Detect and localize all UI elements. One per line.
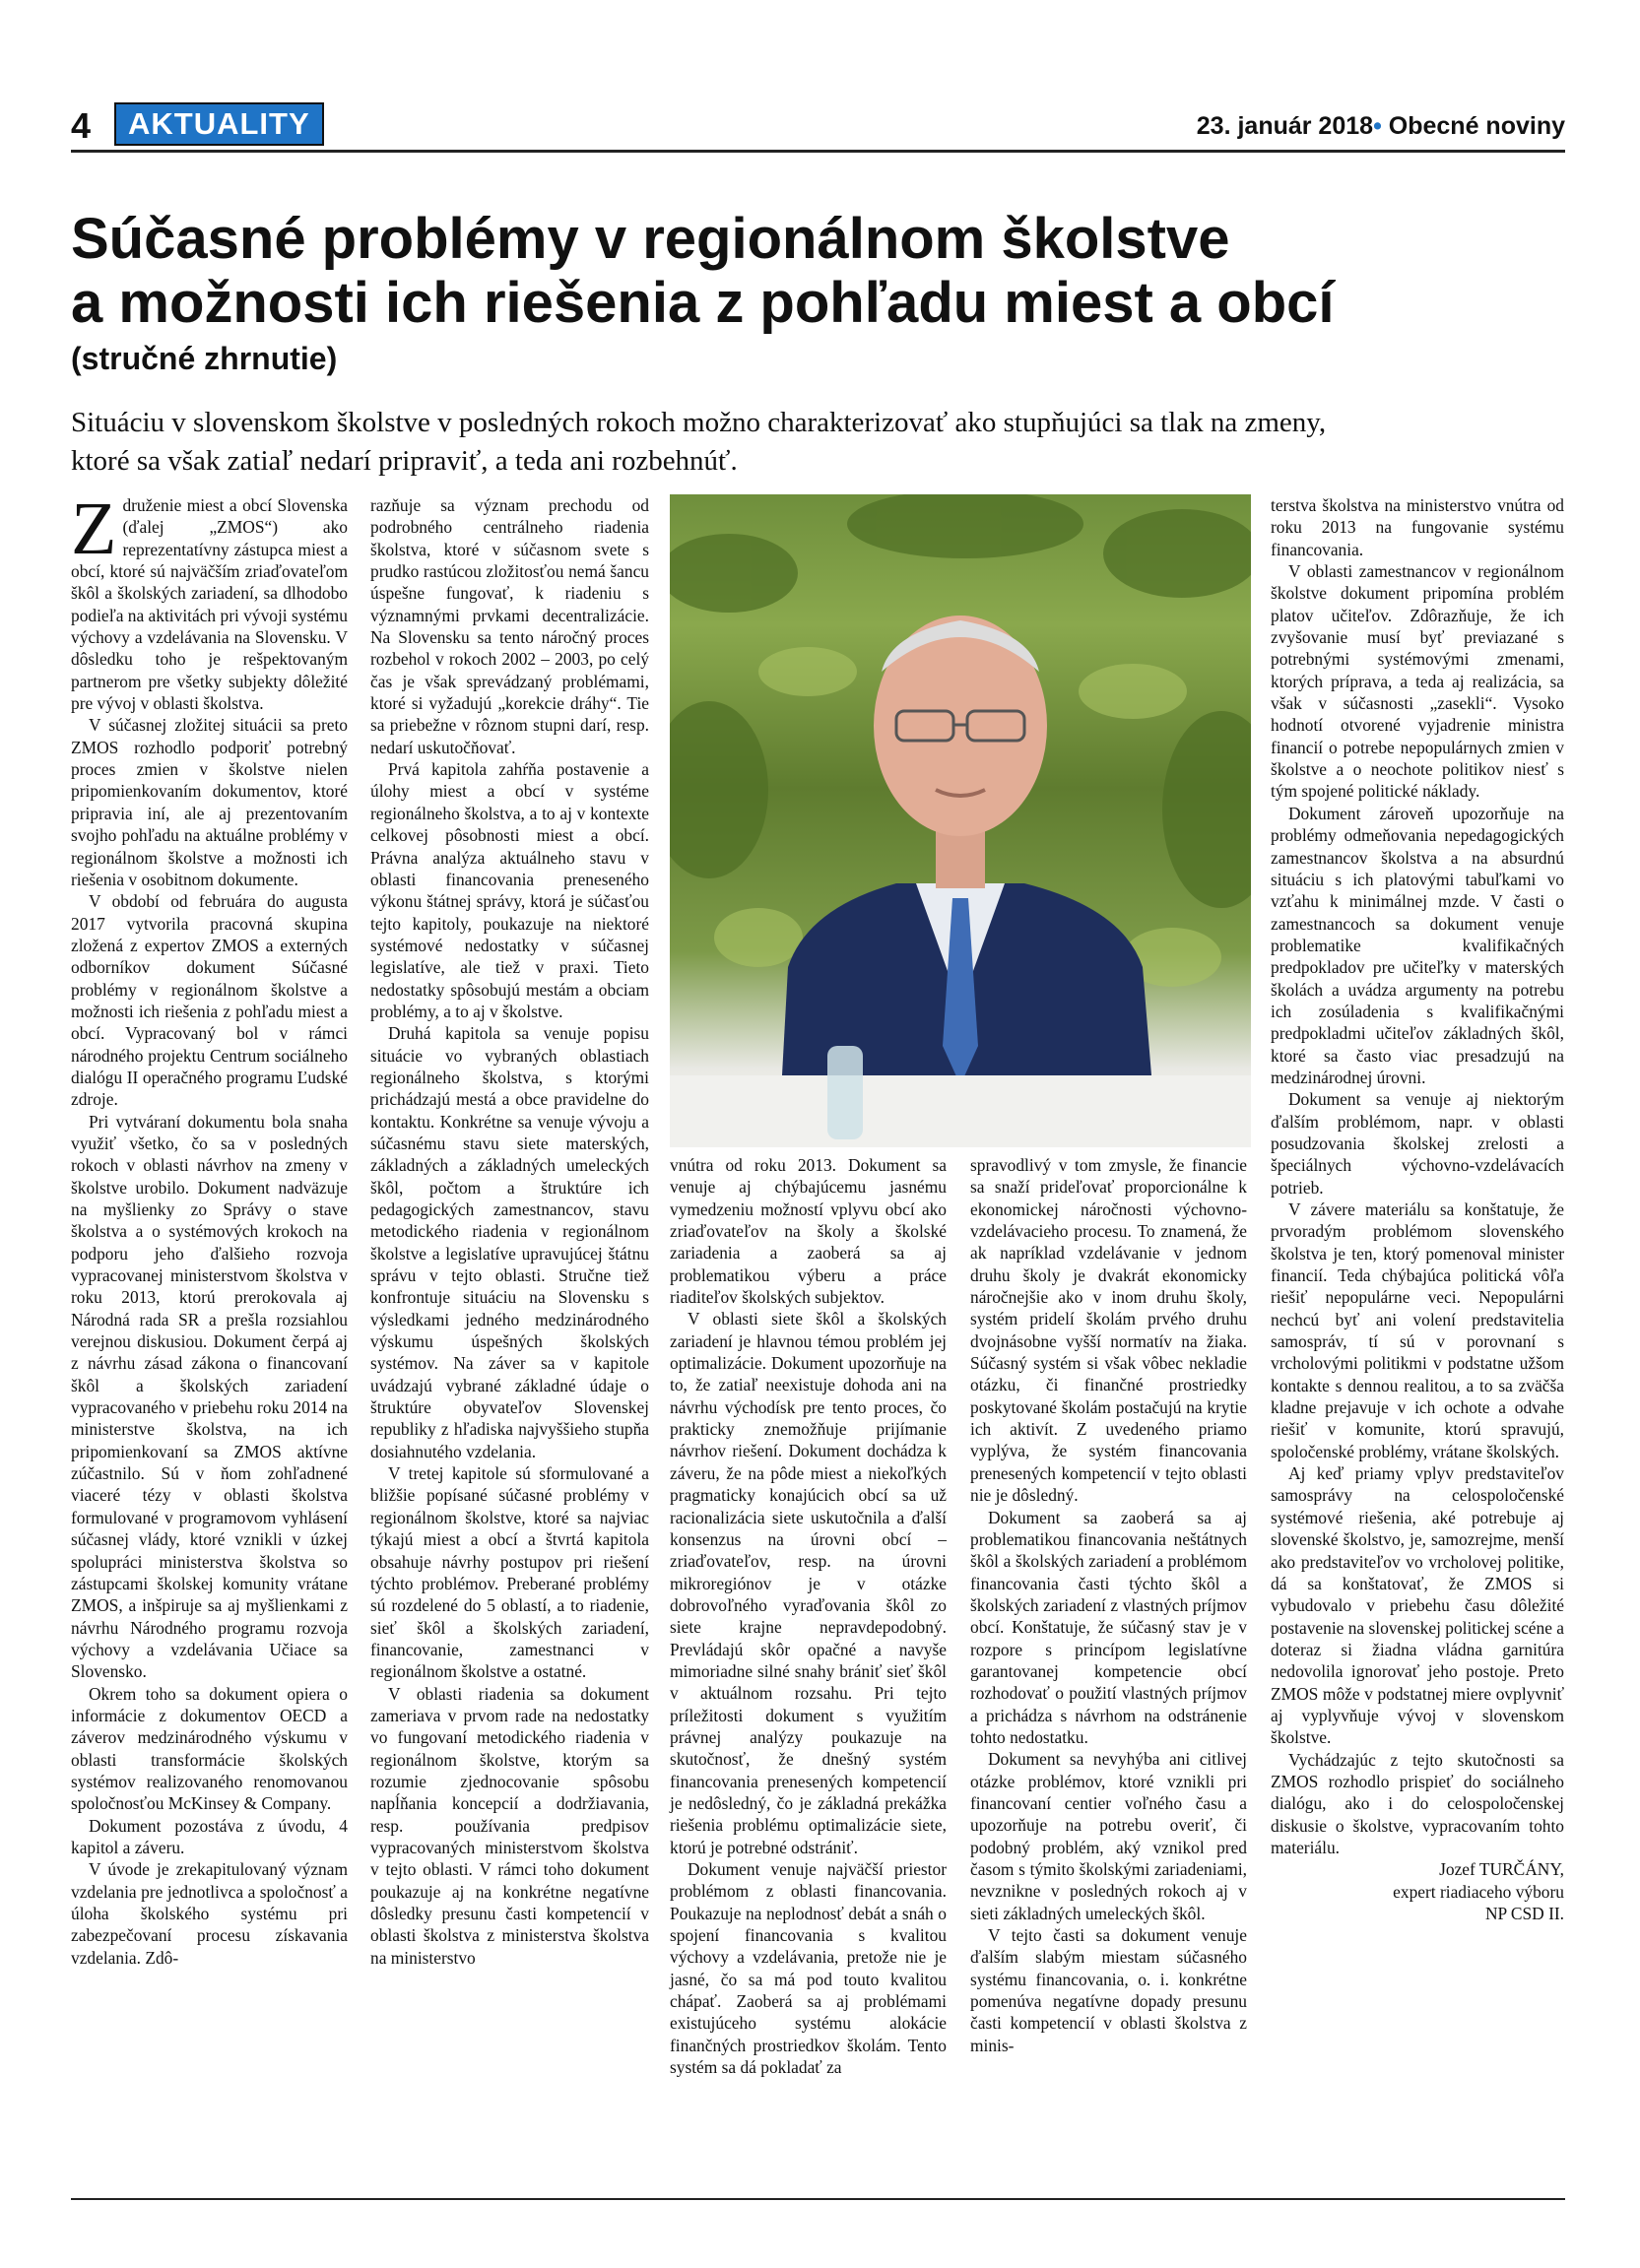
article-lead (71, 404, 1568, 481)
author-affiliation: NP CSD II. (1484, 1904, 1564, 1923)
article-photo (670, 494, 1251, 1147)
author-role: expert riadiaceho výboru (1393, 1881, 1564, 1902)
section-label: AKTUALITY (114, 102, 324, 146)
issue-info (1197, 110, 1565, 142)
paragraph: Združenie miest a obcí Slovenska (ďalej „ZMOS“) ako reprezentatívny zástupca miest a obcí, ktoré sú najväčším zriaďovateľom škôl a školských zariadení, sa dlhodobo podieľa na aktivitách pri vývoji systému výchovy a vzdelávania na Slovensku. V dôsledku toho je rešpektovaným partnerom pre všetky subjekty dôležité pre vývoj v oblasti školstva. (71, 487, 348, 714)
paragraph: Okrem toho sa dokument opiera o informácie z dokumentov OECD a záverov medzinárodného výskumu v oblasti transformácie školských systémov realizovaného renomovanou spoločnosťou McKinsey & Company. (71, 1683, 348, 1814)
lead-line-2: ktoré sa však zatiaľ nedarí pripraviť, a teda ani rozbehnúť. (71, 445, 738, 477)
paragraph: V súčasnej zložitej situácii sa preto ZMOS rozhodlo podporiť potrebný proces zmien v školstve nielen pripomienkovaním dokumentov, ktoré pripravia iní, ale aj prezentovaním svojho pohľadu na aktuálne problémy v regionálnom školstve a možnosti ich riešenia v osobitnom dokumente. (71, 715, 348, 889)
paragraph: terstva školstva na ministerstvo vnútra od roku 2013 na fungovanie systému financovania. (1271, 495, 1564, 559)
paragraph: Dokument zároveň upozorňuje na problémy odmeňovania nepedagogických zamestnancov školstva a na absurdnú situáciu s ich platovými tabuľkami vo vzťahu k minimálnej mzde. V časti o zamestnancoch sa dokument venuje problematike kvalifikačných predpokladov pre učiteľky v materských školách a uvádza argumenty na potrebu ich zosúladenia s kvalifikačnými predpokladmi učiteľov základných škôl, ktoré sa často viac presadzujú na medzinárodnej úrovni. (1271, 803, 1564, 1087)
portrait-illustration (670, 494, 1251, 1147)
publication-name: Obecné noviny (1388, 112, 1565, 140)
paragraph: V závere materiálu sa konštatuje, že prvoradým problémom slovenského školstva je ten, ktorý pomenoval minister financií. Teda chýbajúca politická vôľa riešiť nepopulárne veci. Nepopulárni nechcú byť ani volení predstavitelia samospráv, tí sú v porovnaní s vrcholovými politikmi v podstatne užšom kontakte s dennou realitou, a to sa zväčša kladne prejavuje v ich ochote a odvahe riešiť v komunite, ktorú spravujú, spoločenské problémy, vrátane školských. (1271, 1199, 1564, 1461)
article-title (71, 207, 1578, 335)
paragraph: Aj keď priamy vplyv predstaviteľov samosprávy na celospoločenské systémové riešenia, aké potrebuje aj slovenské školstvo, je, samozrejme, menší ako predstaviteľov vo vrcholovej politike, dá sa konštatovať, že ZMOS si vybudovalo v priebehu času dôležité postavenie na slovenskej politickej scéne a doteraz si žiadna vládna garnitúra nedovolila ignorovať jeho postoje. Preto ZMOS môže v podstatnej miere ovplyvniť aj vyplyvňuje vývoj v slovenskom školstve. (1271, 1463, 1564, 1748)
paragraph: Dokument sa zaoberá sa aj problematikou financovania neštátnych škôl a školských zariadení a problémom financovania časti týchto škôl a školských zariadení z vlastných príjmov obcí. Konštatuje, že súčasný stav je v rozpore s princípom legislatívne garantovanej kompetencie obcí rozhodovať o použití vlastných príjmov a prichádza s návrhom na odstránenie tohto nedostatku. (970, 1507, 1247, 1747)
header-rule (71, 150, 1565, 153)
page-number: 4 (71, 105, 92, 146)
paragraph: razňuje sa význam prechodu od podrobného centrálneho riadenia školstva, ktoré v súčasnom svete s prudko rastúcou zložitosťou nemá šancu úspešne fungovať, k riadeniu s významnými prvkami decentralizácie. Na Slovensku sa tento náročný proces rozbehol v rokoch 2002 – 2003, po celý čas je však sprevádzaný problémami, ktoré si vyžadujú „korekcie dráhy“. Tie sa priebežne v rôznom stupni darí, resp. nedarí uskutočňovať. (370, 495, 649, 757)
paragraph: V oblasti siete škôl a školských zariadení je hlavnou témou problém jej optimalizácie. Dokument upozorňuje na to, že zatiaľ neexistuje dohoda ani na návrhu východísk pre tento proces, čo prakticky znemožňuje prijímanie návrhov riešení. Dokument dochádza k záveru, že na pôde miest a niekoľkých pragmaticky konajúcich obcí sa už racionalizácia siete uskutočnila a ďalší konsenzus na úrovni obcí – zriaďovateľov, resp. na úrovni mikroregiónov je v otázke dobrovoľného vyraďovania škôl zo siete krajne nepravdepodobný. Prevládajú skôr opačné a navyše mimoriadne silné snahy brániť sieť škôl v aktuálnom rozsahu. Pri tejto príležitosti dokument s využitím právnej analýzy poukazuje na skutočnosť, že dnešný systém financovania prenesených kompetencií je nedôsledný, čo je základná prekážka riešenia problému optimalizácie siete, ktorú je potrebné odstrániť. (670, 1309, 947, 1857)
separator-dot: • (1373, 112, 1382, 140)
issue-date: 23. január 2018 (1196, 112, 1374, 140)
article-column-1 (71, 487, 348, 1969)
article-column-2 (370, 494, 649, 1969)
paragraph: Dokument sa nevyhýba ani citlivej otázke problémov, ktoré vznikli pri financovaní centier voľného času a upozorňuje na potrebu overiť, či podobný problém, aký vznikol pred časom s týmito školskými zariadeniami, nevznikne v posledných rokoch aj v sieti základných umeleckých škôl. (970, 1749, 1247, 1923)
paragraph: V tejto časti sa dokument venuje ďalším slabým miestam súčasného systému financovania, o. i. konkrétne pomenúva negatívne dopady presunu časti kompetencií v oblasti školstva z minis- (970, 1925, 1247, 2055)
title-line-2: a možnosti ich riešenia z pohľadu miest a obcí (71, 271, 1335, 335)
paragraph: V oblasti zamestnancov v regionálnom školstve dokument pripomína problém platov učiteľov. Zdôrazňuje, že ich zvyšovanie musí byť previazané s potrebnými systémovými zmenami, ktorých príprava, a teda aj realizácia, sa však v súčasnosti „zasekli“. Vysoko hodnotí otvorené vyjadrenie ministra financií o potrebe nepopulárnych zmien v školstve a o neochote politikov niesť s tým spojené politické náklady. (1271, 561, 1564, 802)
paragraph: Pri vytváraní dokumentu bola snaha využiť všetko, čo sa v posledných rokoch v oblasti návrhov na zmeny v školstve urobilo. Dokument nadväzuje na myšlienky zo Správy o stave školstva a o systémových krokoch na podporu jeho ďalšieho rozvoja vypracovanej ministerstvom školstva v roku 2013, ktorú prerokovala aj Národná rada SR a prešla rozsiahlou verejnou diskusiou. Dokument čerpá aj z návrhu zásad zákona o financovaní škôl a školských zariadení vypracovaného v priebehu roku 2014 na ministerstve školstva, na ich pripomienkovaní sa ZMOS aktívne zúčastnilo. Sú v ňom zohľadnené viaceré tézy v oblasti školstva formulované v programovom vyhlásení súčasnej vlády, ktoré vznikli v úzkej spolupráci ministerstva školstva so zástupcami školskej komunity vrátane ZMOS, a inšpiruje sa aj myšlienkami z návrhu Národného programu rozvoja výchovy a vzdelávania Učiace sa Slovensko. (71, 1111, 348, 1682)
title-line-1: Súčasné problémy v regionálnom školstve (71, 207, 1230, 271)
article-column-4 (970, 1154, 1247, 2056)
paragraph: V úvode je zrekapitulovaný význam vzdelania pre jednotlivca a spoločnosť a úloha školského systému pri zabezpečovaní procesu získavania vzdelania. Zdô- (71, 1859, 348, 1968)
footer-rule (71, 2198, 1565, 2200)
paragraph: Dokument sa venuje aj niektorým ďalším problémom, napr. v oblasti posudzovania školskej zrelosti a špeciálnych výchovno-vzdelávacích potrieb. (1271, 1089, 1564, 1198)
drop-cap: Z (71, 487, 117, 570)
paragraph: Dokument pozostáva z úvodu, 4 kapitol a záveru. (71, 1815, 348, 1857)
paragraph: Vychádzajúc z tejto skutočnosti sa ZMOS rozhodlo prispieť do sociálneho dialógu, ako i do celospoločenskej diskusie o školstve, vypracovaním tohto materiálu. (1271, 1749, 1564, 1857)
author-name: Jozef TURČÁNY, (1439, 1859, 1564, 1880)
article-column-3 (670, 1154, 947, 2078)
paragraph: V tretej kapitole sú sformulované a bližšie popísané súčasné problémy v regionálnom školstve, ktoré sa najviac týkajú miest a obcí a štvrtá kapitola obsahuje návrhy postupov pri riešení týchto problémov. Preberané problémy sú rozdelené do 5 oblastí, a to riadenie, sieť škôl a školských zariadení, financovanie, zamestnanci v regionálnom školstve a ostatné. (370, 1463, 649, 1682)
paragraph: Dokument venuje najväčší priestor problémom z oblasti financovania. Poukazuje na neplodnosť debát a snáh o spojení financovania s kvalitou výchovy a vzdelávania, pretože nie je jasné, čo sa má pod touto kvalitou chápať. Zaoberá sa aj problémami existujúceho systému alokácie finančných prostriedkov školám. Tento systém sa dá pokladať za (670, 1859, 947, 2078)
article-column-5 (1271, 494, 1564, 1924)
paragraph: V období od februára do augusta 2017 vytvorila pracovná skupina zložená z expertov ZMOS a externých odborníkov dokument Súčasné problémy v regionálnom školstve a možnosti ich riešenia z pohľadu miest a obcí. Vypracovaný bol v rámci národného projektu Centrum sociálneho dialógu II operačného programu Ľudské zdroje. (71, 891, 348, 1110)
paragraph: V oblasti riadenia sa dokument zameriava v prvom rade na nedostatky vo fungovaní metodického riadenia v regionálnom školstve, ktorým sa rozumie zjednocovanie spôsobu napĺňania koncepcií a dodržiavania, resp. používania predpisov vypracovaných ministerstvom školstva v tejto oblasti. V rámci toho dokument poukazuje aj na konkrétne negatívne dôsledky presunu časti kompetencií v oblasti školstva z ministerstva školstva na ministerstvo (370, 1683, 649, 1968)
paragraph: Prvá kapitola zahŕňa postavenie a úlohy miest a obcí v systéme regionálneho školstva, a to aj v kontexte celkovej pôsobnosti miest a obcí. Právna analýza aktuálneho stavu v oblasti financovania preneseného výkonu štátnej správy, ktorá je súčasťou tejto kapitoly, poukazuje na niektoré systémové nedostatky v súčasnej legislatíve, ale tiež v praxi. Tieto nedostatky spôsobujú mestám a obciam problémy, a to aj v školstve. (370, 759, 649, 1021)
paragraph: spravodlivý v tom zmysle, že financie sa snaží prideľovať proporcionálne k ekonomickej náročnosti výchovno-vzdelávacieho procesu. To znamená, že ak napríklad vzdelávanie v jednom druhu školy je dvakrát ekonomicky náročnejšie ako v inom druhu školy, systém pridelí školám prvého druhu dvojnásobne vyšší normatív na žiaka. Súčasný systém si však vôbec nekladie otázku, či finančné prostriedky poskytované školám postačujú na krytie ich aktivít. Z uvedeného priamo vyplýva, že systém financovania prenesených kompetencií v tejto oblasti nie je dôsledný. (970, 1155, 1247, 1506)
paragraph: vnútra od roku 2013. Dokument sa venuje aj chýbajúcemu jasnému vymedzeniu možností vplyvu obcí ako zriaďovateľov na školy a školské zariadenia a zaoberá sa aj problematikou výberu a práce riaditeľov školských subjektov. (670, 1155, 947, 1308)
paragraph: Druhá kapitola sa venuje popisu situácie vo vybraných oblastiach regionálneho školstva, s ktorými prichádzajú mestá a obce pravidelne do kontaktu. Konkrétne sa venuje vývoju a súčasnému stavu siete materských, základných a základných umeleckých škôl, počtom a štruktúre ich pedagogických zamestnancov, stavu metodického riadenia v regionálnom školstve a legislatíve upravujúcej štátnu správu v tejto oblasti. Stručne tiež konfrontuje situáciu na Slovensku s výsledkami jedného medzinárodného výskumu úspešných školských systémov. Na záver sa v kapitole uvádzajú vybrané základné údaje o štruktúre obyvateľov Slovenskej republiky z hľadiska najvyššieho stupňa dosiahnutého vzdelania. (370, 1023, 649, 1461)
lead-line-1: Situáciu v slovenskom školstve v posledných rokoch možno charakterizovať ako stupňujúci sa tlak na zmeny, (71, 407, 1327, 438)
article-subtitle: (stručné zhrnutie) (71, 341, 338, 376)
